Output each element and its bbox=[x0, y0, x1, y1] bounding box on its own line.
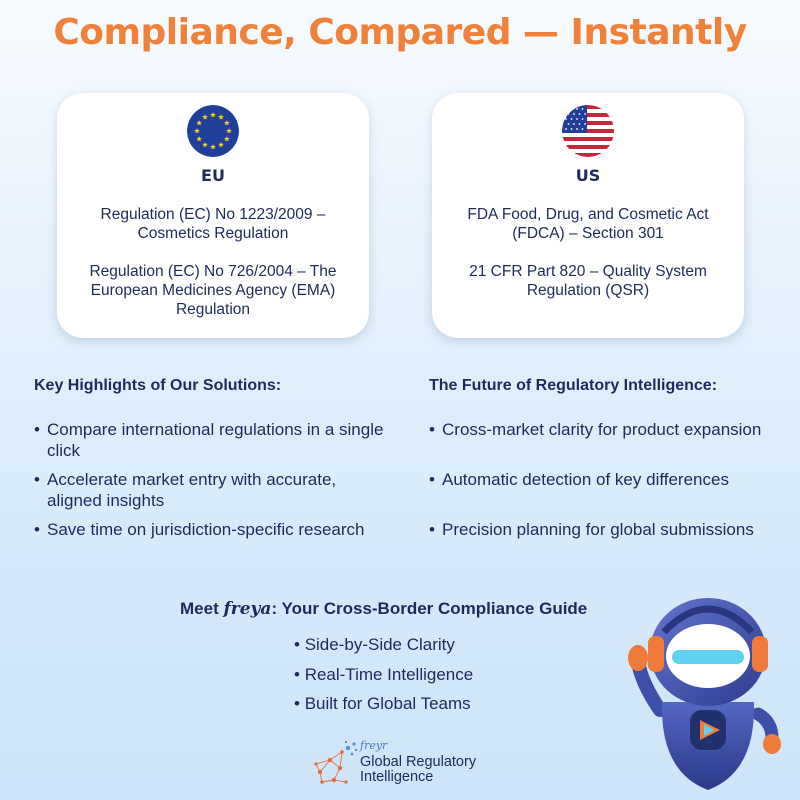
us-stripe bbox=[562, 153, 614, 157]
us-star bbox=[573, 113, 575, 115]
highlights-heading: Key Highlights of Our Solutions: bbox=[34, 377, 282, 394]
future-heading: The Future of Regulatory Intelligence: bbox=[429, 377, 718, 394]
eu-regulation-1: Regulation (EC) No 1223/2009 – Cosmetics Regulation bbox=[100, 206, 326, 242]
us-star bbox=[579, 123, 581, 125]
us-flag-icon bbox=[562, 105, 614, 157]
us-star bbox=[571, 128, 573, 130]
us-star bbox=[576, 108, 578, 110]
list-item: • Automatic detection of key differences bbox=[429, 470, 729, 489]
us-star bbox=[565, 108, 567, 110]
us-label: US bbox=[575, 166, 601, 185]
list-item: • Built for Global Teams bbox=[294, 694, 471, 713]
us-star bbox=[584, 123, 586, 125]
freyr-logo bbox=[312, 738, 512, 790]
us-star bbox=[568, 113, 570, 115]
logo-text: Global Regulatory Intelligence bbox=[360, 754, 477, 785]
eu-flag-icon bbox=[187, 105, 239, 157]
eu-card bbox=[57, 93, 369, 338]
us-stripe bbox=[562, 137, 614, 141]
us-star bbox=[584, 113, 586, 115]
eu-regulation-2: Regulation (EC) No 726/2004 – The European Medicines Agency (EMA) Regulation bbox=[89, 263, 337, 318]
list-item: • Compare international regulations in a single click bbox=[34, 420, 384, 460]
us-stripe bbox=[562, 145, 614, 149]
us-star bbox=[573, 123, 575, 125]
us-star bbox=[579, 113, 581, 115]
us-star bbox=[565, 118, 567, 120]
us-regulation-1: FDA Food, Drug, and Cosmetic Act (FDCA) – Section 301 bbox=[467, 206, 709, 242]
features-list bbox=[294, 635, 473, 724]
freya-brand: freya bbox=[223, 599, 272, 619]
us-star bbox=[582, 118, 584, 120]
us-card bbox=[432, 93, 744, 338]
meet-heading: Meet freya: Your Cross-Border Compliance Guide bbox=[180, 599, 588, 619]
logo-small-text: freyr bbox=[360, 739, 388, 752]
list-item: • Real-Time Intelligence bbox=[294, 664, 474, 684]
us-star bbox=[571, 118, 573, 120]
list-item: • Precision planning for global submissions bbox=[429, 520, 754, 539]
list-item: • Cross-market clarity for product expansion bbox=[429, 420, 762, 439]
globe-network-icon bbox=[312, 738, 360, 788]
list-item: • Save time on jurisdiction-specific research bbox=[34, 520, 365, 539]
list-item: • Accelerate market entry with accurate, aligned insights bbox=[34, 470, 337, 510]
future-list bbox=[429, 419, 789, 569]
page-title: Compliance, Compared — Instantly bbox=[53, 12, 747, 53]
us-star bbox=[582, 128, 584, 130]
us-regulation-2: 21 CFR Part 820 – Quality System Regulation (QSR) bbox=[469, 263, 707, 299]
robot-mascot-icon bbox=[620, 592, 795, 797]
us-star bbox=[576, 128, 578, 130]
highlights-list bbox=[34, 419, 394, 569]
list-item: • Side-by-Side Clarity bbox=[294, 635, 455, 654]
us-stripe bbox=[562, 105, 614, 109]
us-star bbox=[565, 128, 567, 130]
us-star bbox=[576, 118, 578, 120]
eu-label: EU bbox=[201, 166, 225, 185]
us-star bbox=[571, 108, 573, 110]
us-star bbox=[582, 108, 584, 110]
us-star bbox=[568, 123, 570, 125]
